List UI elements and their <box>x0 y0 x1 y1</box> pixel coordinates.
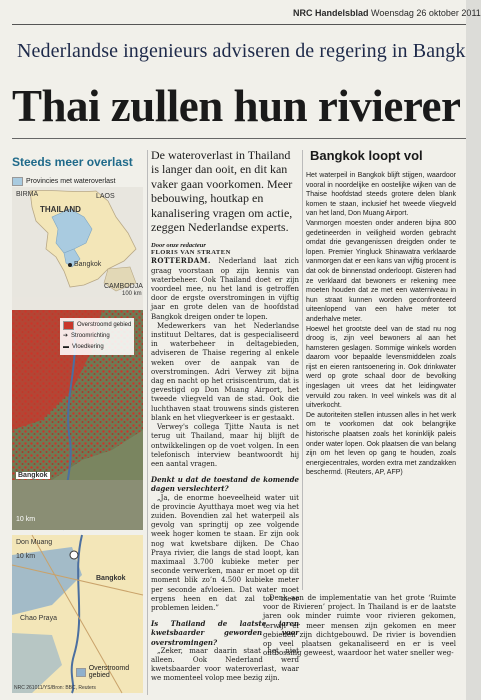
interview-answer-1: „Ja, de enorme hoeveelheid water uit de provincie Ayutthaya moet weg via het zuiden. Bovendien zal het waterpeil als gevolg van springtij op zee volgende week hoger komen te staan. Er zijn ook nog wat kwetsbare dijken. De Chao Praya rivier, die langs de stad loopt, kan maximaal 3.700 kubieke meter per seconde verwerken, maar er moet op dit moment blik zo’n 4.500 kubieke meter per seconde afvloeien. Dat water moet ergens heen en dat zal tot meer problemen leiden.” <box>151 493 299 612</box>
infographic <box>12 145 143 695</box>
interview-question-1: Denkt u dat de toestand de komende dagen verslechtert? <box>151 475 299 494</box>
sidebar-paragraph-2: Vanmorgen moesten onder anderen bijna 800 gedetineerden in veiligheid worden gebracht omdat drie gevangenissen dreigden onder te lopen. Premier Yingluck Shinawatra verklaarde vanmorgen dat er een kans van vijftig procent is dat ook de binnenstad onderloopt. Gisteren had ze verklaard dat bewoners er rekening mee moeten houden dat ze met een waterniveau in hun straat kunnen worden geconfronteerd uiteenlopend van een halve meter tot anderhalve meter. <box>306 219 456 323</box>
headline-rule <box>12 138 466 139</box>
article-paragraph-2: Medewerkers van het Nederlandse instituut Deltares, dat is gespecialiseerd in waterbeheer in deltagebieden, adviseren de Thaise regering al enkele weken over de aanpak van de overstromingen. Adri Verwey zit bijna dag en nacht op het crisiscentrum, dat is gevestigd op Don Muang Airport, het tweede vliegveld van de stad. Ook die luchthaven staat trouwens sinds gisteren blank en het vliegverkeer is er gestaakt. <box>151 321 299 422</box>
flood-swatch <box>63 321 74 330</box>
inset-legend-label: Overstroomd gebied <box>88 665 130 679</box>
edition-date: Woensdag 26 oktober 2011 <box>371 8 481 18</box>
sidebar-paragraph-3: Hoewel het grootste deel van de stad nu nog droog is, zijn veel bewoners al aan het hamsteren geslagen. Sommige winkels worden daarom voor bepaalde levensmiddelen zoals rijst en eieren rantsoenering in. Ook drinkwater werd op grote schaal door de bevolking ingeslagen uit vrees dat het leidingwater vervuild zou raken. In veel winkels was dit al uitverkocht. <box>306 325 456 410</box>
sidebar-paragraph-1: Het waterpeil in Bangkok blijft stijgen, waardoor vooral in noordelijke en oostelijke wijken van de Thaise hoofdstad steeds grotere delen blank komen te staan, inclusief het tweede vliegveld van het land, Don Muang Airport. <box>306 172 456 218</box>
article-paragraph-1: Nederland laat zich graag voorstaan op zijn kennis van waterbeheer. Ook Thailand doet er zijn voordeel mee, nu het land is getroffen door de ergste overstromingen in vijftig jaar en grote delen van de hoofdstad Bangkok dreigen onder te lopen. <box>151 257 299 321</box>
kicker: Nederlandse ingenieurs adviseren de regering in Bangk <box>17 40 466 62</box>
label-bangkok-sat: Bangkok <box>18 472 48 479</box>
headline: Thai zullen hun rivierer <box>12 81 461 131</box>
inset-legend <box>76 665 143 679</box>
inset-scale: 10 km <box>16 553 36 560</box>
article-column-2 <box>263 594 456 658</box>
graphic-credit: NRC 261011/YS/Bron: BBC, Reuters <box>14 685 96 691</box>
legend-flow: Stroomrichting <box>71 333 110 339</box>
article-paragraph-3: Verwey's collega Tjitte Nauta is net terug uit Thailand, maar hij blijft de ontwikkelingen op de voet volgen. In een telefonisch interview beantwoordt hij een aantal vragen. <box>151 423 299 468</box>
barrier-line-icon: ▬ <box>63 344 69 350</box>
province-swatch <box>12 177 23 186</box>
satellite-scale: 10 km <box>16 516 36 523</box>
column-separator <box>147 150 148 695</box>
byline-author: FLORIS VAN STRATEN <box>151 249 231 257</box>
label-don-muang: Don Muang <box>16 539 53 546</box>
label-thailand: THAILAND <box>40 205 81 214</box>
paper-name: NRC Handelsblad <box>293 8 369 18</box>
interview-answer-2: „Zeker, maar daarin staat het niet alleen. Ook Nederland werd kwetsbaarder voor wateroverlast, waar we momenteel volop mee bezig zijn. <box>151 646 299 683</box>
label-bangkok-map: Bangkok <box>74 261 102 268</box>
label-chao-praya: Chao Praya <box>20 615 57 622</box>
top-rule <box>12 24 466 25</box>
label-burma: BIRMA <box>16 191 39 198</box>
article-intro: De wateroverlast in Thailand is langer dan ooit, en dit kan vaker gaan voorkomen. Meer bebouwing, houtkap en kanalisering vragen om actie, zeggen Nederlandse experts. <box>151 148 293 235</box>
sidebar-box <box>306 148 456 478</box>
satellite-legend <box>60 318 134 355</box>
thailand-map-shape <box>12 187 143 297</box>
sidebar-title: Bangkok loopt vol <box>310 148 423 163</box>
flow-arrow-icon: ➔ <box>63 333 69 339</box>
satellite-map <box>12 310 143 530</box>
label-bangkok-inset: Bangkok <box>96 575 126 582</box>
legend-barrier: Vloedkering <box>72 344 104 350</box>
masthead <box>293 8 481 18</box>
byline-label: Door onze redacteur <box>151 242 206 250</box>
article-paragraph <box>151 256 299 321</box>
label-laos: LAOS <box>96 193 115 200</box>
article-continuation: Denk aan de implementatie van het grote ‘Ruimte voor de Rivieren’ project. In Thailand is er de laatste jaren ook minder ruimte voor rivieren gekomen, terwijl er meer mensen zijn gekomen en meer gebieden zijn dichtgebouwd. De rivier is bovendien op veel plaatsen gekanaliseerd en er is veel ontbossing geweest, waardoor het water sneller weg- <box>263 594 456 658</box>
province-legend <box>12 177 143 186</box>
dateline: ROTTERDAM. <box>151 256 211 266</box>
column-separator-2 <box>302 150 303 590</box>
interview-question-2: Is Thailand de laatste jaren kwetsbaarder geworden voor overstromingen? <box>151 619 299 647</box>
legend-flooded: Overstroomd gebied <box>77 322 132 328</box>
province-legend-label: Provincies met wateroverlast <box>26 178 116 185</box>
graphic-title: Steeds meer overlast <box>12 155 133 169</box>
sidebar-paragraph-4: De autoriteiten stellen intussen alles in het werk om te voorkomen dat ook belangrijke historische plaatsen zoals het koninklijk paleis onder water lopen. Ook plaatsen die van belang zijn om het leven op gang te houden, zoals energiecentrales, worden extra met zandzakken beschermd. (Reuters, AP, AFP) <box>306 411 456 477</box>
map-scale-label: 100 km <box>122 291 142 297</box>
detail-map <box>12 535 143 693</box>
inset-flood-swatch <box>76 668 86 677</box>
label-cambodia: CAMBODJA <box>104 283 143 290</box>
